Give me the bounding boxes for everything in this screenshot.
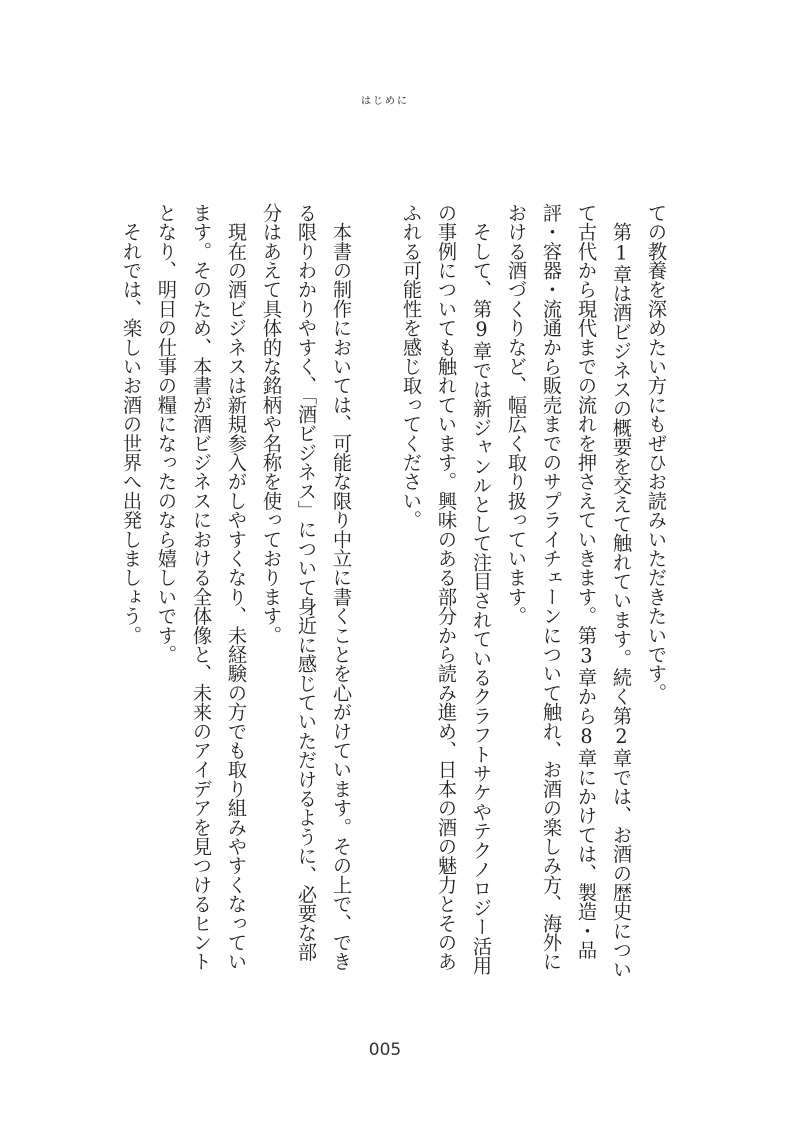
text-line: 評・容器・流通から販売までのサプライチェーンについて触れ、お酒の楽しみ方、海外に [540, 203, 563, 971]
text-line: ての教養を深めたい方にもぜひお読みいただきたいです。 [645, 203, 668, 703]
text-line: それでは、楽しいお酒の世界へ出発しましょう。 [120, 203, 143, 645]
text-line: おける酒づくりなど、幅広く取り扱っています。 [505, 203, 528, 626]
text-line: の事例についても触れています。興味のある部分から読み進め、日本の酒の魅力とそのあ [435, 203, 458, 971]
text-line: 本書の制作においては、可能な限り中立に書くことを心がけています。その上で、でき [330, 203, 353, 971]
body-text [112, 203, 674, 983]
text-line: て古代から現代までの流れを押さえていきます。第3章から8章にかけては、製造・品 [575, 203, 598, 960]
running-header: はじめに [361, 96, 409, 107]
paragraph-gap [359, 203, 394, 983]
text-line: 現在の酒ビジネスは新規参入がしやすくなり、未経験の方でも取り組みやすくなってい [225, 203, 248, 971]
text-line: ふれる可能性を感じ取ってください。 [400, 203, 423, 530]
page-number: 005 [368, 1040, 402, 1060]
text-line: ます。そのため、本書が酒ビジネスにおける全体像と、未来のアイデアを見つけるヒント [190, 203, 213, 971]
text-line: 分はあえて具体的な銘柄や名称を使っております。 [260, 203, 283, 645]
text-line: 第1章は酒ビジネスの概要を交えて触れています。続く第2章では、お酒の歴史につい [610, 203, 633, 979]
text-line: そして、第9章では新ジャンルとして注目されているクラフトサケやテクノロジー活用 [470, 203, 493, 975]
text-line: る限りわかりやすく、「酒ビジネス」について身近に感じていただけるように、必要な部 [295, 203, 318, 962]
text-line: となり、明日の仕事の糧になったのなら嬉しいです。 [155, 203, 178, 664]
